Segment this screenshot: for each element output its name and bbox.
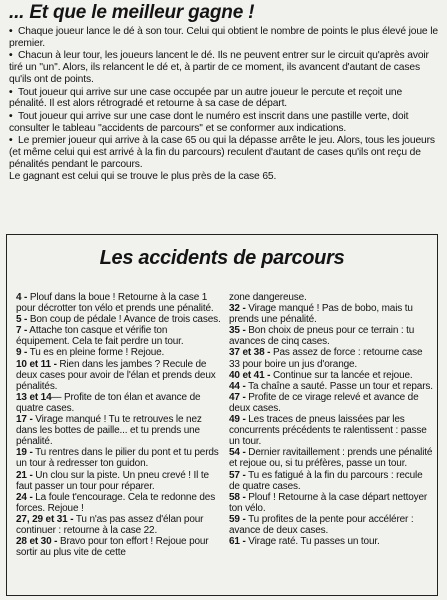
square-number: 35 - <box>229 325 246 337</box>
accident-text: Bon choix de pneus pour ce terrain : tu avances de cinq cases. <box>229 325 415 348</box>
accident-text: Dernier ravitaillement : prends une pénalité et rejoue ou, si tu préfères, passe un tour. <box>229 447 433 470</box>
rule-paragraph <box>9 87 439 110</box>
square-number: 17 - <box>16 414 33 426</box>
accident-text: Tu es fatigué à la fin du parcours : recule de quatre cases. <box>229 469 423 492</box>
square-number: 32 - <box>229 303 246 315</box>
accident-entry <box>229 414 434 447</box>
accident-text: Bon coup de pédale ! Avance de trois cases. <box>27 314 221 326</box>
rule-paragraph <box>9 50 439 85</box>
square-number: 40 et 41 - <box>229 369 271 381</box>
square-number: 9 - <box>16 347 28 359</box>
accident-text: Un clou sur la piste. Un pneu crevé ! Il te faut passer un tour pour réparer. <box>16 469 209 492</box>
square-number: 49 - <box>229 414 246 426</box>
rule-text: Tout joueur qui arrive sur une case dont le numéro est inscrit dans une pastille verte, doit consulter le tableau ''accidents de parcours'' et se conformer aux indications. <box>9 110 409 134</box>
accidents-columns <box>16 292 434 558</box>
accident-entry <box>229 392 434 414</box>
accident-entry <box>229 447 434 469</box>
rule-paragraph <box>9 111 439 134</box>
rule-text: Le premier joueur qui arrive à la case 65 ou qui la dépasse arrête le jeu. Alors, tous les joueurs (et même celui qui est arrivé à la fin du parcours) reculent d'autant de cases qu'ils ont reçu de pénalités pendant le parcours. <box>9 135 435 170</box>
square-number: 58 - <box>229 491 246 503</box>
accident-entry <box>16 470 221 492</box>
accident-entry <box>229 347 434 369</box>
accident-text: Profite de ce virage relevé et avance de deux cases. <box>229 391 419 414</box>
accidents-column-right <box>229 292 434 558</box>
square-number: 19 - <box>16 447 33 459</box>
square-number: 59 - <box>229 513 246 525</box>
accident-entry <box>229 370 434 381</box>
accident-entry <box>229 492 434 514</box>
square-number: 54 - <box>229 447 246 459</box>
square-number: 4 - <box>16 292 28 303</box>
accident-entry <box>16 514 221 536</box>
rule-text: Chacun à leur tour, les joueurs lancent le dé. Ils ne peuvent entrer sur le circuit qu'après avoir tiré un ''un''. Alors, ils relancent le dé et, à partir de ce moment, ils avancent d'autant de cases qu'ils ont de points. <box>9 50 429 85</box>
square-number: 5 - <box>16 314 28 326</box>
accident-text: Les traces de pneus laissées par les concurrents précédents te ralentissent : passe un tour. <box>229 414 427 448</box>
accident-entry <box>229 292 434 303</box>
accident-entry <box>229 514 434 536</box>
square-number: 61 - <box>229 536 246 548</box>
accidents-title: Les accidents de parcours <box>99 247 345 269</box>
rule-paragraph <box>9 26 439 49</box>
accident-text: Plouf dans la boue ! Retourne à la case 1 pour décrotter ton vélo et prends une pénalité. <box>16 292 214 315</box>
accident-entry <box>16 325 221 347</box>
accident-entry <box>16 536 221 558</box>
accident-entry <box>16 347 221 358</box>
accident-text: Tu profites de la pente pour accélérer : avance de deux cases. <box>229 513 414 536</box>
bullet-icon: • <box>9 26 13 37</box>
accident-text: Rien dans les jambes ? Recule de deux cases pour avoir de l'élan et prends deux pénalités. <box>16 358 216 392</box>
accidents-column-left <box>16 292 221 558</box>
page-title: ... Et que le meilleur gagne ! <box>9 2 255 23</box>
rules-list <box>9 26 439 183</box>
accident-text: Attache ton casque et vérifie ton équipement. Cela te fait perdre un tour. <box>16 325 184 348</box>
square-number: 57 - <box>229 469 246 481</box>
accident-entry <box>229 325 434 347</box>
square-number: 47 - <box>229 391 246 403</box>
rules-section <box>9 2 439 183</box>
accident-entry <box>229 536 434 547</box>
bullet-icon: • <box>9 50 13 62</box>
rule-text: Le gagnant est celui qui se trouve le plus près de la case 65. <box>9 171 277 183</box>
bullet-icon: • <box>9 135 13 147</box>
accident-entry <box>229 303 434 325</box>
accident-entry <box>16 359 221 392</box>
accident-entry <box>16 314 221 325</box>
square-number: 44 - <box>229 380 246 392</box>
rule-text: Tout joueur qui arrive sur une case occupée par un autre joueur le percute et reçoit une pénalité. Il est alors rétrogradé et retourne à sa case de départ. <box>9 86 403 110</box>
square-number: 21 - <box>16 469 33 481</box>
accident-entry <box>16 392 221 414</box>
accident-text: — Profite de ton élan et avance de quatre cases. <box>16 391 201 414</box>
accident-text: Continue sur ta lancée et rejoue. <box>270 369 413 381</box>
accident-text: Tu rentres dans le pilier du pont et tu perds un tour à redresser ton guidon. <box>16 447 219 470</box>
square-number: 27, 29 et 31 - <box>16 513 74 525</box>
accident-text: Bravo pour ton effort ! Rejoue pour sortir au plus vite de cette <box>16 536 209 559</box>
accident-text: Pas assez de force : retourne case 33 pour boire un jus d'orange. <box>229 347 423 370</box>
rule-text: Chaque joueur lance le dé à son tour. Celui qui obtient le nombre de points le plus élevé joue le premier. <box>9 26 438 49</box>
square-number: 13 et 14 <box>16 391 52 403</box>
square-number: 37 et 38 - <box>229 347 271 359</box>
square-number: 24 - <box>16 491 33 503</box>
bullet-icon: • <box>9 110 13 122</box>
accident-text: Virage manqué ! Pas de bobo, mais tu prends une pénalité. <box>229 303 413 326</box>
accident-text: Tu es en pleine forme ! Rejoue. <box>27 347 165 359</box>
bullet-icon: • <box>9 86 13 98</box>
square-number: 7 - <box>16 325 28 337</box>
accident-entry <box>229 381 434 392</box>
accident-entry <box>16 492 221 514</box>
square-number: 28 et 30 - <box>16 536 58 548</box>
accidents-box <box>6 234 438 596</box>
rule-paragraph <box>9 135 439 170</box>
accident-text: zone dangereuse. <box>229 292 307 303</box>
accident-entry <box>16 414 221 447</box>
accident-entry <box>229 470 434 492</box>
accident-text: Tu n'as pas assez d'élan pour continuer : retourne à la case 22. <box>16 513 204 536</box>
accident-text: Virage manqué ! Tu te retrouves le nez dans les bottes de paille... et tu prends une pénalité. <box>16 414 202 448</box>
accident-entry <box>16 447 221 469</box>
accident-entry <box>16 292 221 314</box>
accident-text: Virage raté. Tu passes un tour. <box>245 536 380 548</box>
square-number: 10 et 11 - <box>16 358 57 370</box>
accident-text: Plouf ! Retourne à la case départ nettoyer ton vélo. <box>229 491 428 514</box>
accident-text: Ta chaîne a sauté. Passe un tour et repars. <box>245 380 433 392</box>
accident-text: La foule t'encourage. Cela te redonne des forces. Rejoue ! <box>16 491 216 514</box>
rule-paragraph <box>9 171 439 183</box>
